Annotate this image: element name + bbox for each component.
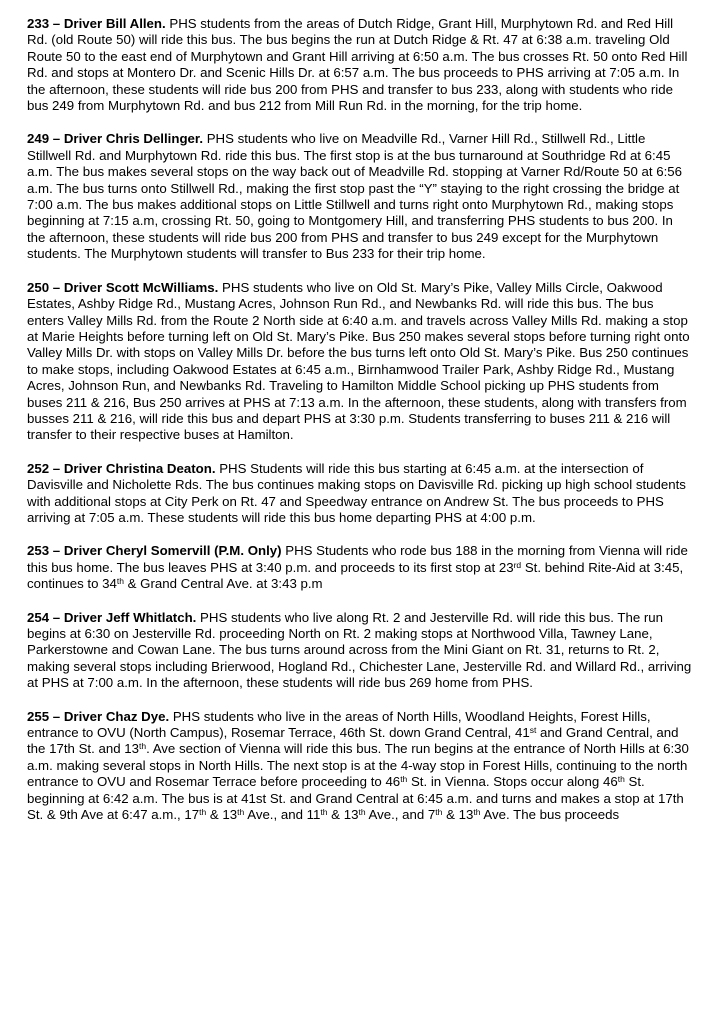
ordinal-suffix: th — [617, 774, 625, 785]
bus-entry-253 — [27, 543, 693, 592]
ordinal-suffix: st — [529, 725, 537, 736]
entry-body-text: and Grand Central, and the 17th St. and 13 — [27, 725, 679, 757]
ordinal-suffix: th — [199, 807, 207, 818]
ordinal-suffix: rd — [513, 559, 522, 570]
entry-body-text: Ave., and 7 — [365, 807, 436, 823]
ordinal-suffix: th — [358, 807, 366, 818]
ordinal-suffix: th — [400, 774, 408, 785]
entry-body-text: & 13 — [327, 807, 359, 823]
entry-heading: 255 – Driver Chaz Dye. — [27, 708, 170, 724]
entry-body-text: . Ave section of Vienna will ride this bus. The run begins at the entrance of North Hills at 6:30 a.m. making several stops in North Hills. The next stop is at the 4-way stop in Forest Hills, continuing to the north entrance to OVU and Rosemar Terrace before proceeding to 46 — [27, 741, 689, 790]
ordinal-suffix: th — [473, 807, 481, 818]
entry-body: PHS students from the areas of Dutch Ridge, Grant Hill, Murphytown Rd. and Red Hill Rd. (old Route 50) will ride this bus. The bus begins the run at Dutch Ridge & Rt. 47 at 6:38 a.m. traveling Old Route 50 to the east end of Murphytown and Grant Hill arriving at 6:50 a.m. The bus crosses Rt. 50 onto Red Hill Rd. and stops at Montero Dr. and Scenic Hills Dr. at 6:57 a.m. The bus proceeds to PHS arriving at 7:05 a.m. In the afternoon, these students will ride bus 200 from PHS and transfer to bus 233, along with students who ride bus 249 from Murphytown Rd. and bus 212 from Mill Run Rd. in the morning, for the trip home. — [27, 16, 688, 114]
entry-heading: 233 – Driver Bill Allen. — [27, 16, 166, 31]
document-page — [27, 16, 693, 840]
entry-body: PHS students who live along Rt. 2 and Jesterville Rd. will ride this bus. The run begins at 6:30 on Jesterville Rd. proceeding North on Rt. 2 making stops at Northwood Villa, Tawney Lane, Parkerstowne and Cowan Lane. The bus turns around across from the Mini Giant on Rt. 31, returns to Rt. 2, making several stops including Brierwood, Hogland Rd., Chichester Lane, Jesterville Rd. and Willard Rd., arriving at PHS at 7:00 a.m. In the afternoon, these students will ride bus 269 home from PHS. — [27, 609, 692, 691]
entry-heading: 252 – Driver Christina Deaton. — [27, 460, 216, 476]
entry-heading: 253 – Driver Cheryl Somervill (P.M. Only) — [27, 543, 282, 559]
entry-body-text: St. beginning at 6:42 a.m. The bus is at 41st St. and Grand Central at 6:45 a.m. and turns and makes a stop at 17th St. & 9th Ave at 6:47 a.m., 17 — [27, 774, 684, 823]
entry-body-text: & Grand Central Ave. at 3:43 p.m — [123, 576, 323, 592]
entry-heading: 250 – Driver Scott McWilliams. — [27, 279, 219, 295]
entry-body-text: St. behind Rite-Aid at 3:45, continues to 34 — [27, 559, 684, 592]
bus-entry-233 — [27, 16, 693, 114]
entry-body-text: PHS Students who rode bus 188 in the morning from Vienna will ride this bus home. The bus leaves PHS at 3:40 p.m. and proceeds to its first stop at 23 — [27, 543, 688, 575]
ordinal-suffix: th — [435, 807, 443, 818]
bus-entry-252 — [27, 461, 693, 527]
bus-entry-255 — [27, 709, 693, 824]
entry-body-text: Ave. The bus proceeds — [480, 807, 620, 823]
bus-entry-250 — [27, 280, 693, 444]
bus-entry-249 — [27, 131, 693, 262]
ordinal-suffix: th — [320, 807, 328, 818]
ordinal-suffix: th — [138, 741, 147, 752]
ordinal-suffix: th — [116, 576, 124, 587]
ordinal-suffix: th — [237, 807, 245, 818]
entry-body: PHS students who live on Old St. Mary’s Pike, Valley Mills Circle, Oakwood Estates, Ashby Ridge Rd., Mustang Acres, Johnson Run Rd., and Newbanks Rd. will ride this bus. The bus enters Valley Mills Rd. from the Route 2 North side at 6:40 a.m. and travels across Valley Mills Rd. making a stop at Marie Heights before turning left on Old St. Mary’s Pike. Bus 250 makes several stops before turning right onto Valley Mills Dr. with stops on Valley Mills Dr. before the bus turns left onto Old St. Mary’s Pike. Bus 250 continues to make stops, including Oakwood Estates at 6:45 a.m., Birnhamwood Trailer Park, Ashby Ridge Rd., Mustang Acres, Johnson Run, and Newbanks Rd. Traveling to Hamilton Middle School picking up PHS students from buses 211 & 216, Bus 250 arrives at PHS at 7:13 a.m. In the afternoon, these students, along with transfers from busses 211 & 216, will ride this bus and depart PHS at 3:30 p.m. Students transferring to buses 211 & 216 will transfer to their respective buses at Hamilton. — [27, 279, 690, 443]
entry-body-text: Ave., and 11 — [244, 807, 321, 823]
entry-body-text: PHS students who live in the areas of North Hills, Woodland Heights, Forest Hills, entrance to OVU (North Campus), Rosemar Terrace, 46th St. down Grand Central, 41 — [27, 708, 651, 741]
entry-heading: 249 – Driver Chris Dellinger. — [27, 131, 204, 147]
entry-body-text: St. in Vienna. Stops occur along 46 — [407, 774, 618, 790]
bus-entry-254 — [27, 610, 693, 692]
entry-heading: 254 – Driver Jeff Whitlatch. — [27, 609, 197, 625]
entry-body: PHS Students will ride this bus starting at 6:45 a.m. at the intersection of Davisville and Nicholette Rds. The bus continues making stops on Davisville Rd. picking up high school students with additional stops at City Perk on Rt. 47 and Speedway entrance on Andrew St. The bus proceeds to PHS arriving at 7:05 a.m. These students will ride this bus home departing PHS at 4:00 p.m. — [27, 460, 686, 525]
entry-body: PHS students who live on Meadville Rd., Varner Hill Rd., Stillwell Rd., Little Stillwell Rd. and Murphytown Rd. ride this bus. The first stop is at the bus turnaround at Southridge Rd at 6:45 a.m. The bus makes several stops on the way back out of Meadville Rd. stopping at Varner Rd/Route 50 at 6:56 a.m. The bus turns onto Stillwell Rd., making the first stop past the “Y” staying to the right crossing the bridge at 7:00 a.m. The bus makes additional stops on Little Stillwell and turns right onto Murphytown Rd., making stops beginning at 7:15 a.m, crossing Rt. 50, going to Montgomery Hill, and transferring PHS students to bus 200. In the afternoon, these students will ride bus 200 from PHS and transfer to bus 249 except for the Murphytown students. The Murphytown students will transfer to Bus 233 for their trip home. — [27, 131, 683, 262]
entry-body-text: & 13 — [442, 807, 474, 823]
entry-body-text: & 13 — [206, 807, 238, 823]
